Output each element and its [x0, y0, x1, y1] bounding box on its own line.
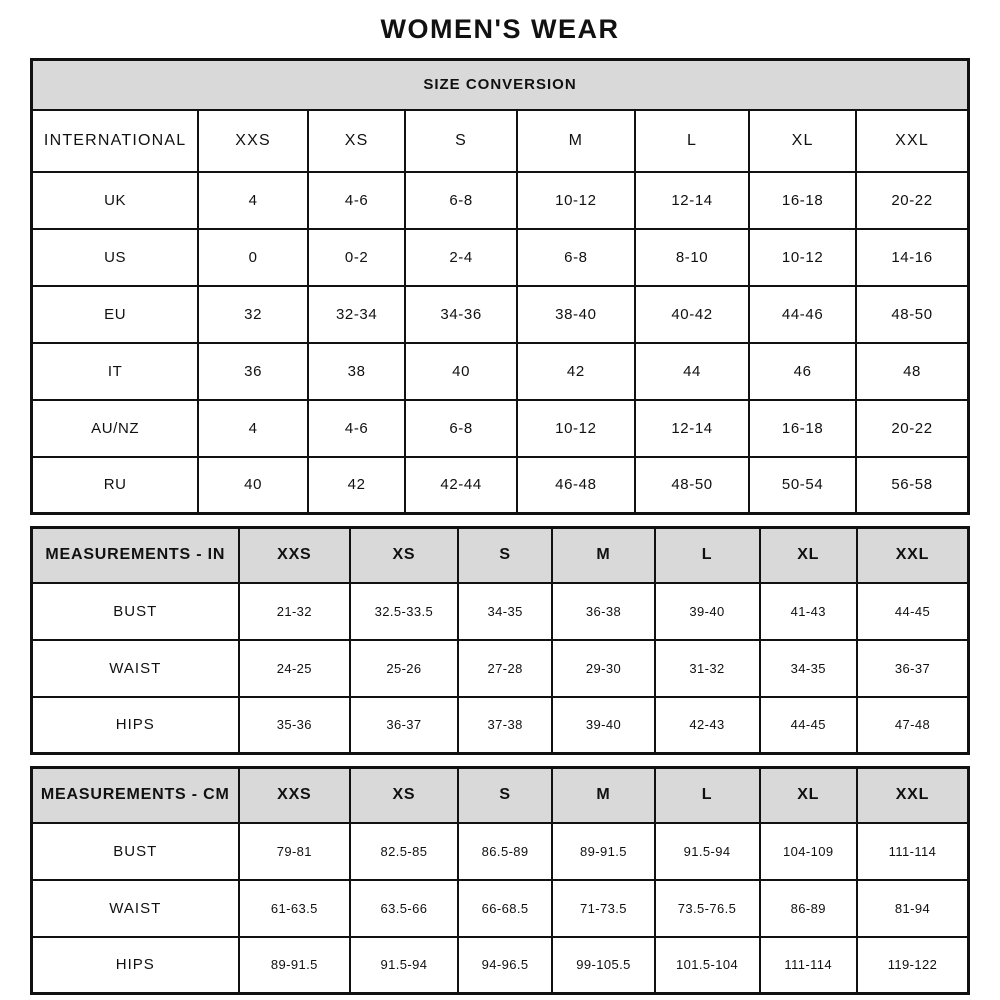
table-cell: 14-16	[856, 229, 968, 286]
measurements-cm-header-row	[32, 768, 969, 823]
table-cell: 34-35	[458, 583, 553, 640]
table-cell: 25-26	[350, 640, 458, 697]
table-cell: 24-25	[239, 640, 351, 697]
column-header: M	[552, 768, 654, 823]
table-cell: 91.5-94	[655, 823, 760, 880]
table-cell: 42-43	[655, 697, 760, 754]
table-cell: 35-36	[239, 697, 351, 754]
table-cell: 20-22	[856, 400, 968, 457]
table-cell: 119-122	[857, 937, 969, 994]
table-cell: 8-10	[635, 229, 749, 286]
table-cell: 71-73.5	[552, 880, 654, 937]
table-cell: 61-63.5	[239, 880, 351, 937]
table-cell: 111-114	[857, 823, 969, 880]
page-title: WOMEN'S WEAR	[380, 14, 620, 44]
table-cell: 36-37	[857, 640, 969, 697]
table-cell: 4	[198, 172, 308, 229]
column-header: L	[635, 110, 749, 172]
table-cell: 89-91.5	[552, 823, 654, 880]
column-header: S	[458, 528, 553, 583]
table-cell: 46	[749, 343, 856, 400]
table-cell: 66-68.5	[458, 880, 553, 937]
column-header: XXL	[857, 528, 969, 583]
table-cell: 104-109	[760, 823, 857, 880]
table-cell: 0-2	[308, 229, 405, 286]
column-header: S	[458, 768, 553, 823]
row-label: US	[32, 229, 199, 286]
row-label: WAIST	[32, 880, 239, 937]
row-label: RU	[32, 457, 199, 514]
table-cell: 39-40	[655, 583, 760, 640]
measurements-cm-table	[30, 766, 970, 995]
row-label: HIPS	[32, 697, 239, 754]
table-cell: 42	[517, 343, 635, 400]
column-header: S	[405, 110, 517, 172]
table-row-waist-in	[32, 640, 969, 697]
table-row-it	[32, 343, 969, 400]
row-label: BUST	[32, 583, 239, 640]
table-cell: 4-6	[308, 172, 405, 229]
table-cell: 10-12	[749, 229, 856, 286]
column-header: XXS	[239, 528, 351, 583]
table-cell: 42-44	[405, 457, 517, 514]
column-header: XL	[749, 110, 856, 172]
table-cell: 111-114	[760, 937, 857, 994]
table-cell: 6-8	[517, 229, 635, 286]
table-row-aunz	[32, 400, 969, 457]
table-cell: 12-14	[635, 400, 749, 457]
column-header: INTERNATIONAL	[32, 110, 199, 172]
table-row-hips-cm	[32, 937, 969, 994]
column-header: XXS	[239, 768, 351, 823]
size-conversion-column-header-row	[32, 110, 969, 172]
table-cell: 73.5-76.5	[655, 880, 760, 937]
row-label: HIPS	[32, 937, 239, 994]
table-cell: 16-18	[749, 172, 856, 229]
column-header: XS	[308, 110, 405, 172]
table-cell: 50-54	[749, 457, 856, 514]
row-label: EU	[32, 286, 199, 343]
table-row-us	[32, 229, 969, 286]
table-row-bust-cm	[32, 823, 969, 880]
table-cell: 91.5-94	[350, 937, 458, 994]
column-header: XXS	[198, 110, 308, 172]
table-cell: 27-28	[458, 640, 553, 697]
table-cell: 48	[856, 343, 968, 400]
table-cell: 0	[198, 229, 308, 286]
table-cell: 79-81	[239, 823, 351, 880]
table-cell: 2-4	[405, 229, 517, 286]
table-cell: 86.5-89	[458, 823, 553, 880]
row-label: IT	[32, 343, 199, 400]
table-cell: 37-38	[458, 697, 553, 754]
row-label: BUST	[32, 823, 239, 880]
table-cell: 44-46	[749, 286, 856, 343]
measurements-in-header-row	[32, 528, 969, 583]
table-cell: 10-12	[517, 172, 635, 229]
table-cell: 39-40	[552, 697, 654, 754]
table-cell: 38	[308, 343, 405, 400]
table-cell: 47-48	[857, 697, 969, 754]
table-cell: 6-8	[405, 172, 517, 229]
table-cell: 46-48	[517, 457, 635, 514]
table-cell: 31-32	[655, 640, 760, 697]
column-header: M	[552, 528, 654, 583]
column-header: XL	[760, 768, 857, 823]
table-cell: 36	[198, 343, 308, 400]
size-conversion-header: SIZE CONVERSION	[32, 60, 969, 110]
table-cell: 10-12	[517, 400, 635, 457]
table-cell: 94-96.5	[458, 937, 553, 994]
table-row-bust-in	[32, 583, 969, 640]
measurements-in-header: MEASUREMENTS - IN	[32, 528, 239, 583]
table-cell: 4-6	[308, 400, 405, 457]
table-cell: 48-50	[635, 457, 749, 514]
size-conversion-table	[30, 58, 970, 515]
table-cell: 16-18	[749, 400, 856, 457]
table-cell: 44-45	[760, 697, 857, 754]
table-cell: 40	[198, 457, 308, 514]
table-row-ru	[32, 457, 969, 514]
table-cell: 40	[405, 343, 517, 400]
table-cell: 21-32	[239, 583, 351, 640]
table-cell: 36-38	[552, 583, 654, 640]
table-cell: 42	[308, 457, 405, 514]
table-row-hips-in	[32, 697, 969, 754]
column-header: XXL	[856, 110, 968, 172]
table-cell: 86-89	[760, 880, 857, 937]
column-header: M	[517, 110, 635, 172]
table-cell: 32	[198, 286, 308, 343]
table-cell: 20-22	[856, 172, 968, 229]
table-cell: 81-94	[857, 880, 969, 937]
table-cell: 40-42	[635, 286, 749, 343]
table-cell: 101.5-104	[655, 937, 760, 994]
table-cell: 63.5-66	[350, 880, 458, 937]
table-cell: 6-8	[405, 400, 517, 457]
table-cell: 36-37	[350, 697, 458, 754]
table-cell: 4	[198, 400, 308, 457]
table-cell: 34-36	[405, 286, 517, 343]
table-row-uk	[32, 172, 969, 229]
table-cell: 99-105.5	[552, 937, 654, 994]
column-header: XL	[760, 528, 857, 583]
row-label: AU/NZ	[32, 400, 199, 457]
table-cell: 44-45	[857, 583, 969, 640]
table-cell: 32-34	[308, 286, 405, 343]
table-cell: 48-50	[856, 286, 968, 343]
measurements-in-table	[30, 526, 970, 755]
table-cell: 34-35	[760, 640, 857, 697]
table-cell: 44	[635, 343, 749, 400]
size-chart-sheet	[0, 45, 1000, 995]
table-cell: 89-91.5	[239, 937, 351, 994]
table-cell: 38-40	[517, 286, 635, 343]
column-header: L	[655, 528, 760, 583]
column-header: L	[655, 768, 760, 823]
measurements-cm-header: MEASUREMENTS - CM	[32, 768, 239, 823]
table-row-eu	[32, 286, 969, 343]
row-label: WAIST	[32, 640, 239, 697]
column-header: XXL	[857, 768, 969, 823]
table-cell: 56-58	[856, 457, 968, 514]
table-cell: 12-14	[635, 172, 749, 229]
column-header: XS	[350, 528, 458, 583]
table-row-waist-cm	[32, 880, 969, 937]
table-cell: 32.5-33.5	[350, 583, 458, 640]
table-cell: 29-30	[552, 640, 654, 697]
table-cell: 82.5-85	[350, 823, 458, 880]
table-cell: 41-43	[760, 583, 857, 640]
row-label: UK	[32, 172, 199, 229]
column-header: XS	[350, 768, 458, 823]
